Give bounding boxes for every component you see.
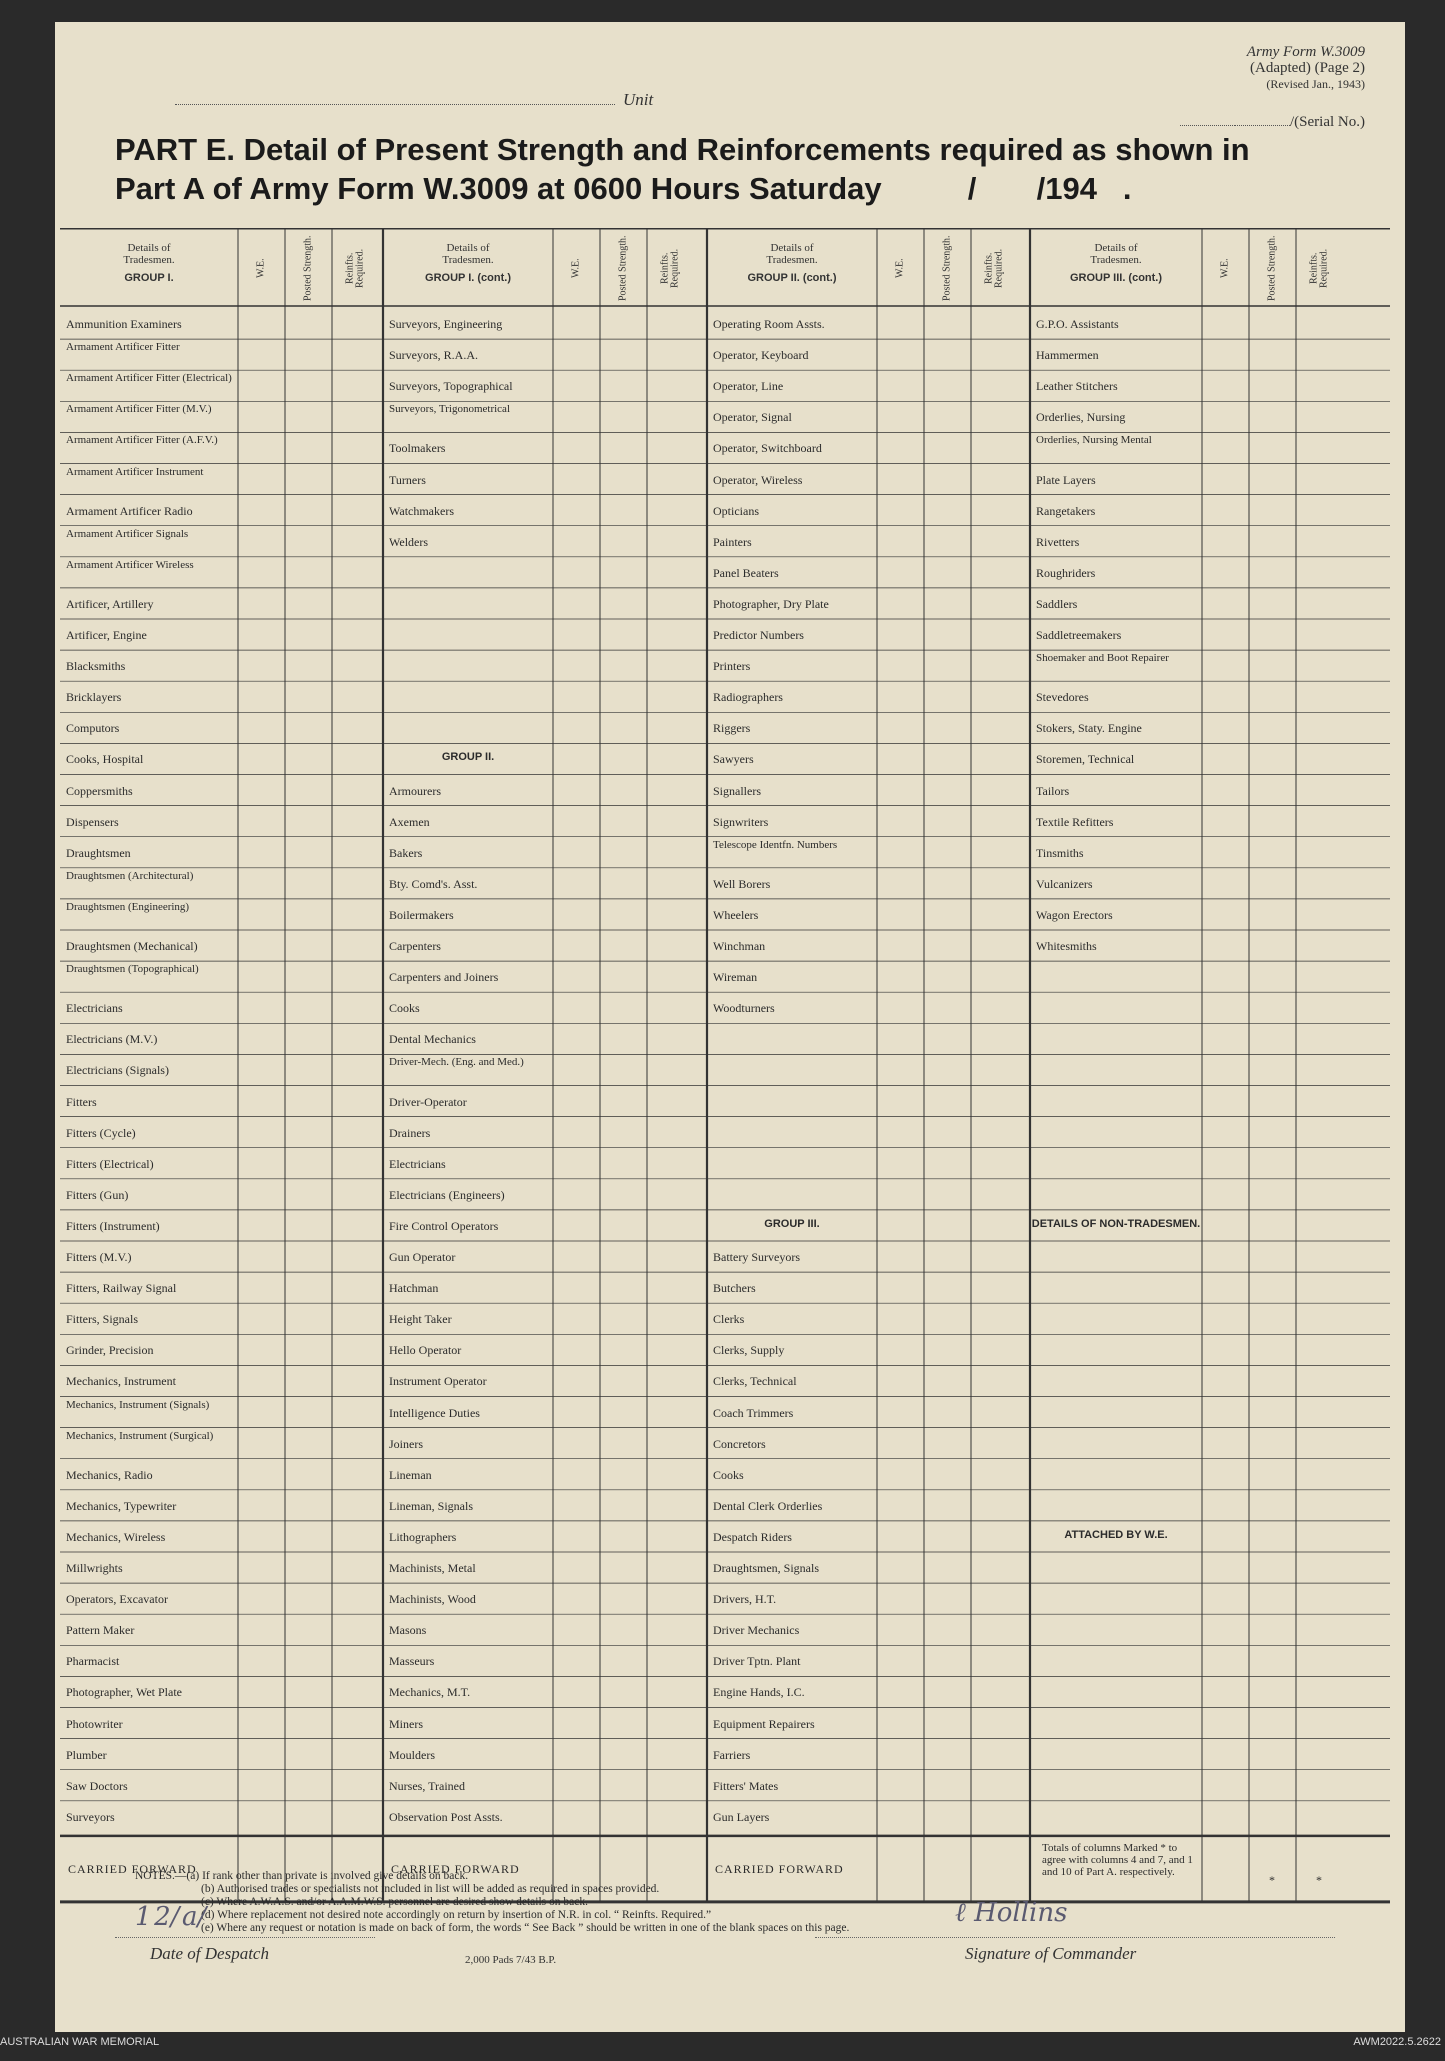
tradesman-name: Plumber <box>66 1747 107 1762</box>
tradesman-name: Photowriter <box>66 1716 123 1731</box>
title-line-2: Part A of Army Form W.3009 at 0600 Hours Saturday / /194 . <box>115 171 1132 206</box>
tradesman-name: Miners <box>389 1716 423 1731</box>
tradesman-name: Cooks <box>389 1001 420 1016</box>
totals-note: Totals of columns Marked * to agree with columns 4 and 7, and 1 and 10 of Part A. respectively. <box>1042 1841 1193 1878</box>
column-header-details <box>60 242 238 284</box>
posted-strength-header: Posted Strength. <box>617 235 629 301</box>
we-header: W.E. <box>570 258 582 278</box>
tradesman-name: Opticians <box>713 503 759 518</box>
tradesman-name: Welders <box>389 534 429 549</box>
tradesman-name: Observation Post Assts. <box>389 1809 503 1824</box>
form-reference <box>1247 44 1365 92</box>
print-reference: 2,000 Pads 7/43 B.P. <box>465 1954 557 1966</box>
page-title <box>115 130 1355 208</box>
tradesman-name: Dispensers <box>66 814 119 829</box>
tradesman-name: Surveyors, Engineering <box>389 317 503 331</box>
tradesman-name: Mechanics, Instrument <box>66 1374 176 1389</box>
tradesman-name: Operator, Switchboard <box>713 441 822 456</box>
tradesman-name: Mechanics, Wireless <box>66 1529 166 1544</box>
column-header-details <box>383 242 553 284</box>
tradesman-name: Carpenters and Joiners <box>389 970 499 985</box>
tradesman-name: Mechanics, Instrument (Signals) <box>66 1398 210 1411</box>
tradesman-name: Carpenters <box>389 939 441 953</box>
tradesman-name: Saddletreemakers <box>1036 628 1122 642</box>
tradesman-name: Fitters (Gun) <box>66 1187 129 1202</box>
tradesman-name: Clerks, Supply <box>713 1343 785 1358</box>
tradesman-name: Electricians <box>389 1156 446 1171</box>
reinfts-required-header: Reinfts. Required. <box>659 248 681 288</box>
tradesman-name: Equipment Repairers <box>713 1716 815 1731</box>
tradesman-name: Storemen, Technical <box>1036 752 1135 767</box>
tradesman-name: Operating Room Assts. <box>713 317 825 331</box>
tradesman-name: Telescope Identfn. Numbers <box>713 838 838 851</box>
tradesman-name: Surveyors, Trigonometrical <box>389 403 510 416</box>
tradesman-name: Mechanics, Typewriter <box>66 1498 177 1513</box>
tradesman-name: Hatchman <box>389 1281 439 1296</box>
tradesman-name: Fitters, Signals <box>66 1312 139 1327</box>
tradesman-name: Radiographers <box>713 690 783 705</box>
tradesman-name: Operator, Keyboard <box>713 348 809 363</box>
tradesman-name: Concretors <box>713 1436 766 1451</box>
tradesman-name: Clerks, Technical <box>713 1374 797 1389</box>
tradesman-name: Artificer, Artillery <box>66 596 154 611</box>
tradesman-name: Vulcanizers <box>1036 876 1093 891</box>
group-label: GROUP I. (cont.) <box>425 272 511 284</box>
tradesman-name: Despatch Riders <box>713 1529 792 1544</box>
serial-field <box>1180 114 1365 131</box>
tradesman-name: Cooks <box>713 1467 744 1482</box>
tradesman-name: Operator, Signal <box>713 410 792 425</box>
tradesman-name: Rivetters <box>1036 534 1080 549</box>
tradesman-name: Lineman, Signals <box>389 1498 473 1513</box>
posted-strength-header: Posted Strength. <box>302 235 314 301</box>
column-header-details <box>1030 242 1202 284</box>
details-of-label: Details of <box>127 242 171 254</box>
tradesman-name: Driver Mechanics <box>713 1623 800 1638</box>
tradesman-name: Draughtsmen (Engineering) <box>66 900 190 913</box>
tradesman-name: Fitters (M.V.) <box>66 1250 132 1264</box>
tradesman-name: Fitters (Electrical) <box>66 1156 154 1171</box>
tradesman-name: Woodturners <box>713 1001 775 1016</box>
tradesman-name: Signwriters <box>713 814 769 829</box>
tradesmen-label: Tradesmen. <box>766 254 818 266</box>
tradesman-name: Height Taker <box>389 1312 452 1327</box>
tradesman-name: Stokers, Staty. Engine <box>1036 721 1142 736</box>
tradesman-name: Armament Artificer Signals <box>66 527 189 540</box>
tradesman-name: Coach Trimmers <box>713 1405 794 1420</box>
tradesman-name: Farriers <box>713 1747 751 1762</box>
tradesman-name: Toolmakers <box>389 441 446 456</box>
tradesman-name: Rangetakers <box>1036 503 1096 518</box>
tradesman-name: Operator, Wireless <box>713 472 803 487</box>
tradesman-name: Draughtsmen <box>66 845 131 860</box>
tradesman-name: Driver-Operator <box>389 1094 467 1109</box>
tradesman-name: Operators, Excavator <box>66 1592 168 1607</box>
note-d: (d) Where replacement not desired note accordingly on return by insertion of N.R. in col. “ Reinfts. Required.” <box>201 1909 712 1921</box>
tradesman-name: Saddlers <box>1036 596 1078 611</box>
tradesman-name: Driver-Mech. (Eng. and Med.) <box>389 1056 524 1069</box>
tradesman-name: Mechanics, Radio <box>66 1467 153 1482</box>
group-heading: DETAILS OF NON-TRADESMEN. <box>1031 1217 1201 1230</box>
tradesman-name: Driver Tptn. Plant <box>713 1654 801 1669</box>
column-header-details <box>707 242 877 284</box>
carried-forward-label: CARRIED FORWARD <box>715 1861 844 1876</box>
date-line <box>115 1937 375 1938</box>
carried-forward-label: CARRIED FORWARD <box>391 1861 520 1876</box>
tradesman-name: Signallers <box>713 783 761 798</box>
tradesman-name: Turners <box>389 472 426 487</box>
tradesman-name: Whitesmiths <box>1036 939 1097 953</box>
group-heading: GROUP III. <box>764 1217 820 1230</box>
tradesman-name: Millwrights <box>66 1561 123 1575</box>
tradesman-name: Plate Layers <box>1036 472 1096 487</box>
reinfts-required-header: Reinfts. Required. <box>983 248 1005 288</box>
carried-forward-label: CARRIED FORWARD <box>68 1861 197 1876</box>
tradesman-name: Sawyers <box>713 752 754 767</box>
tradesman-name: Winchman <box>713 939 766 953</box>
tradesman-name: Draughtsmen, Signals <box>713 1561 819 1575</box>
signature-line <box>815 1937 1335 1938</box>
tradesman-name: Butchers <box>713 1281 756 1296</box>
tradesman-name: Drainers <box>389 1125 431 1140</box>
title-line-1: PART E. Detail of Present Strength and Reinforcements required as shown in <box>115 132 1250 167</box>
tradesman-name: Drivers, H.T. <box>713 1592 777 1607</box>
tradesman-name: Hammermen <box>1036 348 1099 363</box>
tradesmen-label: Tradesmen. <box>442 254 494 266</box>
tradesman-name: Dental Mechanics <box>389 1032 476 1047</box>
tradesman-name: Computors <box>66 721 120 736</box>
tradesman-name: Mechanics, M.T. <box>389 1685 471 1700</box>
tradesman-name: Moulders <box>389 1747 435 1762</box>
tradesman-name: Bty. Comd's. Asst. <box>389 876 478 891</box>
tradesman-name: Blacksmiths <box>66 659 126 674</box>
totals-mark-reinfts: * <box>1316 1872 1322 1887</box>
form-sheet <box>55 22 1405 2032</box>
tradesman-name: Gun Operator <box>389 1250 456 1264</box>
notes <box>135 1870 849 1935</box>
tradesman-name: Tinsmiths <box>1036 845 1084 860</box>
note-c: (c) Where A.W.A.S. and/or A.A.M.W.S. personnel are desired show details on back. <box>201 1896 588 1908</box>
tradesman-name: Clerks <box>713 1312 745 1327</box>
tradesman-name: Pharmacist <box>66 1654 120 1669</box>
tradesman-name: Armament Artificer Fitter <box>66 341 180 354</box>
tradesman-name: Armament Artificer Fitter (M.V.) <box>66 403 212 416</box>
tradesman-name: Roughriders <box>1036 565 1096 580</box>
details-of-label: Details of <box>770 242 814 254</box>
reinfts-required-header: Reinfts. Required. <box>1308 248 1330 288</box>
tradesman-name: Stevedores <box>1036 690 1089 705</box>
tradesman-name: Predictor Numbers <box>713 628 804 642</box>
tradesman-name: Lineman <box>389 1467 432 1482</box>
tradesman-name: Cooks, Hospital <box>66 752 144 767</box>
credit-left: AUSTRALIAN WAR MEMORIAL <box>0 2036 160 2048</box>
tradesman-name: Panel Beaters <box>713 565 779 580</box>
tradesman-name: Leather Stitchers <box>1036 379 1118 394</box>
tradesman-name: Artificer, Engine <box>66 628 147 642</box>
tradesman-name: Masseurs <box>389 1654 435 1669</box>
tradesman-name: Surveyors, R.A.A. <box>389 348 478 363</box>
tradesman-name: Axemen <box>389 814 430 829</box>
tradesman-name: Wheelers <box>713 907 759 922</box>
tradesman-name: Armourers <box>389 783 441 798</box>
tradesman-name: Draughtsmen (Mechanical) <box>66 939 198 953</box>
tradesman-name: Gun Layers <box>713 1809 770 1824</box>
unit-label: Unit <box>623 90 654 109</box>
date-of-despatch-label: Date of Despatch <box>150 1944 269 1963</box>
tradesman-name: Surveyors, Topographical <box>389 379 513 394</box>
group-label: GROUP II. (cont.) <box>747 272 837 284</box>
tradesman-name: Electricians <box>66 1001 123 1016</box>
tradesman-name: Painters <box>713 534 752 549</box>
tradesman-name: Battery Surveyors <box>713 1250 800 1264</box>
reinfts-required-header: Reinfts. Required. <box>344 248 366 288</box>
adapted-label: (Adapted) (Page 2) <box>1250 60 1365 76</box>
tradesman-name: Engine Hands, I.C. <box>713 1685 805 1700</box>
tradesman-name: Dental Clerk Orderlies <box>713 1498 823 1513</box>
tradesman-name: Machinists, Wood <box>389 1592 476 1607</box>
tradesman-name: Draughtsmen (Architectural) <box>66 869 194 882</box>
tradesman-name: Fire Control Operators <box>389 1218 499 1233</box>
tradesman-name: Wireman <box>713 970 758 985</box>
tradesman-name: Armament Artificer Instrument <box>66 465 204 478</box>
totals-mark-posted: * <box>1269 1872 1275 1887</box>
tradesman-name: Bricklayers <box>66 690 122 705</box>
tradesman-name: Bakers <box>389 845 423 860</box>
tradesman-name: Armament Artificer Fitter (Electrical) <box>66 372 232 385</box>
tradesman-name: Wagon Erectors <box>1036 907 1113 922</box>
tradesman-name: Lithographers <box>389 1529 457 1544</box>
tradesmen-table <box>60 228 1390 1908</box>
tradesman-name: Fitters <box>66 1094 97 1109</box>
tradesman-name: Fitters (Cycle) <box>66 1125 136 1140</box>
credit-right: AWM2022.5.2622 <box>1353 2036 1441 2048</box>
tradesman-name: Nurses, Trained <box>389 1778 466 1793</box>
tradesman-name: Pattern Maker <box>66 1623 135 1638</box>
tradesman-name: Armament Artificer Fitter (A.F.V.) <box>66 434 218 447</box>
posted-strength-header: Posted Strength. <box>941 235 953 301</box>
signature-label: Signature of Commander <box>965 1944 1137 1963</box>
tradesman-name: G.P.O. Assistants <box>1036 317 1119 331</box>
tradesman-name: Photographer, Wet Plate <box>66 1685 182 1700</box>
tradesman-name: Orderlies, Nursing <box>1036 410 1126 425</box>
we-header: W.E. <box>255 258 267 278</box>
tradesman-name: Instrument Operator <box>389 1374 487 1389</box>
tradesmen-label: Tradesmen. <box>1090 254 1142 266</box>
handwritten-signature: ℓ Hollins​ <box>955 1898 1068 1928</box>
group-label: GROUP III. (cont.) <box>1069 272 1163 284</box>
unit-field <box>175 90 653 110</box>
tradesman-name: Printers <box>713 659 751 674</box>
tradesman-name: Operator, Line <box>713 379 784 394</box>
tradesman-name: Joiners <box>389 1436 423 1451</box>
we-header: W.E. <box>894 258 906 278</box>
details-of-label: Details of <box>446 242 490 254</box>
tradesman-name: Fitters, Railway Signal <box>66 1281 177 1296</box>
tradesman-name: Armament Artificer Radio <box>66 503 193 518</box>
tradesman-name: Fitters' Mates <box>713 1778 779 1793</box>
tradesman-name: Coppersmiths <box>66 783 133 798</box>
group-heading: ATTACHED BY W.E. <box>1064 1528 1168 1541</box>
tradesman-name: Machinists, Metal <box>389 1561 476 1575</box>
tradesman-name: Hello Operator <box>389 1343 462 1358</box>
tradesman-name: Photographer, Dry Plate <box>713 596 829 611</box>
tradesman-name: Ammunition Examiners <box>66 317 182 331</box>
revised-label: (Revised Jan., 1943) <box>1266 77 1365 91</box>
tradesman-name: Fitters (Instrument) <box>66 1218 160 1233</box>
group-heading: GROUP II. <box>441 751 495 764</box>
group-label: GROUP I. <box>124 272 174 284</box>
tradesman-name: Electricians (Signals) <box>66 1063 169 1078</box>
tradesman-name: Watchmakers <box>389 503 455 518</box>
tradesman-name: Tailors <box>1036 783 1070 798</box>
tradesman-name: Grinder, Precision <box>66 1343 154 1358</box>
note-e: (e) Where any request or notation is made on back of form, the words “ See Back ” should be written in one of the blank spaces on this page. <box>201 1922 850 1934</box>
tradesman-name: Saw Doctors <box>66 1778 128 1793</box>
tradesman-name: Draughtsmen (Topographical) <box>66 963 199 976</box>
tradesman-name: Intelligence Duties <box>389 1405 480 1420</box>
army-form-label: Army Form W.3009 <box>1246 44 1365 60</box>
tradesman-name: Textile Refitters <box>1036 814 1114 829</box>
tradesman-name: Mechanics, Instrument (Surgical) <box>66 1429 214 1442</box>
tradesman-name: Boilermakers <box>389 907 454 922</box>
posted-strength-header: Posted Strength. <box>1266 235 1278 301</box>
tradesman-name: Electricians (Engineers) <box>389 1187 505 1202</box>
we-header: W.E. <box>1219 258 1231 278</box>
tradesman-name: Masons <box>389 1623 427 1638</box>
serial-label: /(Serial No.) <box>1290 114 1365 130</box>
tradesman-name: Surveyors <box>66 1809 115 1824</box>
tradesman-name: Riggers <box>713 721 751 736</box>
tradesman-name: Well Borers <box>713 876 771 891</box>
tradesmen-label: Tradesmen. <box>123 254 175 266</box>
note-b: (b) Authorised trades or specialists not included in list will be added as required in spaces provided. <box>201 1883 660 1895</box>
details-of-label: Details of <box>1094 242 1138 254</box>
handwritten-date: 1 2/ a/ <box>135 1902 207 1932</box>
tradesman-name: Shoemaker and Boot Repairer <box>1036 652 1169 665</box>
tradesman-name: Orderlies, Nursing Mental <box>1036 434 1152 447</box>
tradesman-name: Electricians (M.V.) <box>66 1032 158 1047</box>
note-a: NOTES.—(a) If rank other than private is involved give details on back. <box>135 1870 469 1882</box>
tradesman-name: Armament Artificer Wireless <box>66 558 194 571</box>
